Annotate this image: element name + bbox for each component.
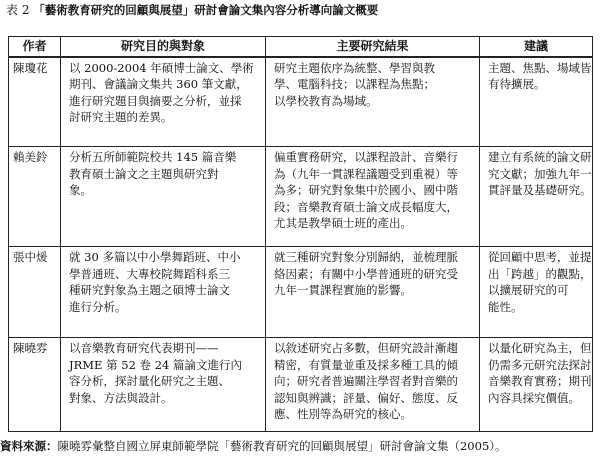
text-line: 絡因素；有關中小學普通班的研究受	[274, 266, 458, 281]
text-line: 教育碩士論文之主題與研究對	[69, 166, 219, 181]
text-line: 學、電腦科技；以課程為焦點；	[274, 77, 435, 92]
text-line: 內容具採究價值。	[488, 390, 580, 405]
text-line: 從回顧中思考，並提	[488, 250, 592, 264]
text-line: 段；音樂教育碩士論文成長幅度大，	[274, 199, 458, 214]
text-line: 就 30 多篇以中小學舞蹈班、中小	[69, 250, 241, 264]
text-line: 以量化研究為主，但	[488, 341, 592, 355]
text-line: 應、性別等為研究的核心。	[274, 407, 412, 422]
text-line: 以擴展研究的可	[488, 283, 569, 298]
text-line: 九年一貫課程實施的影響。	[274, 283, 412, 298]
text-line: 偏重實務研究，以課程設計、音樂行	[274, 150, 458, 164]
cell-purpose	[61, 247, 266, 338]
table-header-row	[9, 37, 593, 57]
text-line: 期刊、會議論文集共 360 筆文獻，	[69, 77, 248, 92]
cell-results	[266, 338, 480, 432]
cell-suggestions	[480, 147, 593, 247]
text-line: 種研究對象為主題之碩博士論文	[69, 283, 230, 298]
cell-purpose	[61, 57, 266, 147]
cell-author: 陳曉雰	[9, 338, 61, 432]
cell-suggestions	[480, 57, 593, 147]
text-line: 尤其是教學碩士班的產出。	[274, 216, 412, 231]
text-line: 向；研究者普遍關注學習者對音樂的	[274, 374, 458, 389]
table-title: 「藝術教育研究的回顧與展望」研討會論文集內容分析導向論文概要	[33, 3, 379, 17]
text-line: 音樂教育實務；期刊	[488, 374, 592, 389]
text-line: 能性。	[488, 299, 523, 314]
cell-author: 陳瓊花	[9, 57, 61, 147]
text-line: 分析五所師範院校共 145 篇音樂	[69, 150, 237, 164]
text-line: 以 2000-2004 年碩博士論文、學術	[69, 60, 254, 75]
cell-author: 張中煖	[9, 247, 61, 338]
text-line: 研究主題依序為統整、學習與教	[274, 60, 435, 75]
cell-purpose	[61, 147, 266, 247]
text-line: 主題、焦點、場域皆	[488, 60, 592, 75]
header-results: 主要研究結果	[266, 37, 480, 57]
header-suggestions: 建議	[480, 37, 593, 57]
text-line: 討研究主題的差異。	[69, 110, 173, 125]
text-line: 出「跨越」的觀點，	[488, 266, 592, 281]
text-line: 象。	[69, 183, 92, 198]
text-line: 進行分析。	[69, 299, 127, 314]
cell-results	[266, 247, 480, 338]
table-row	[9, 338, 593, 432]
cell-results	[266, 147, 480, 247]
table-row	[9, 57, 593, 147]
text-line: 貫評量及基礎研究。	[488, 183, 592, 198]
text-line: 仍需多元研究法探討	[488, 357, 592, 372]
text-line: 進行研究題目與摘要之分析，並採	[69, 93, 242, 108]
text-line: 究文獻；加強九年一	[488, 166, 592, 181]
text-line: 為（九年一貫課程議題受到重視）等	[274, 166, 458, 181]
source-text: 陳曉雰彙整自國立屏東師範學院「藝術教育研究的回顧與展望」研討會論文集（2005）。	[57, 439, 507, 453]
cell-purpose	[61, 338, 266, 432]
text-line: 精密，有質量並重及採多種工具的傾	[274, 357, 458, 372]
text-line: 學普通班、大專校院舞蹈科系三	[69, 266, 230, 281]
text-line: 為多；研究對象集中於國小、國中階	[274, 183, 458, 198]
text-line: 容分析，探討量化研究之主題、	[69, 374, 230, 389]
text-line: 有待擴展。	[488, 77, 546, 92]
text-line: 建立有系統的論文研	[488, 150, 592, 164]
cell-author: 賴美鈴	[9, 147, 61, 247]
table-caption	[6, 2, 378, 18]
text-line: 以學校教育為場域。	[274, 93, 378, 108]
header-purpose: 研究目的與對象	[61, 37, 266, 57]
text-line: 就三種研究對象分別歸納，並梳理脈	[274, 250, 458, 264]
source-note	[0, 438, 507, 454]
table-row	[9, 247, 593, 338]
text-line: 對象、方法與設計。	[69, 390, 173, 405]
summary-table	[8, 36, 593, 432]
table-number: 表 2	[6, 3, 30, 17]
cell-suggestions	[480, 338, 593, 432]
cell-suggestions	[480, 247, 593, 338]
text-line: 以敘述研究占多數，但研究設計漸趨	[274, 341, 458, 355]
table-row	[9, 147, 593, 247]
header-author: 作者	[9, 37, 61, 57]
source-label: 資料來源：	[0, 439, 58, 453]
text-line: 認知與辨識；評量、偏好、態度、反	[274, 390, 458, 405]
text-line: JRME 第 52 卷 24 篇論文進行內	[69, 357, 242, 372]
cell-results	[266, 57, 480, 147]
text-line: 以音樂教育研究代表期刊——	[69, 341, 219, 355]
